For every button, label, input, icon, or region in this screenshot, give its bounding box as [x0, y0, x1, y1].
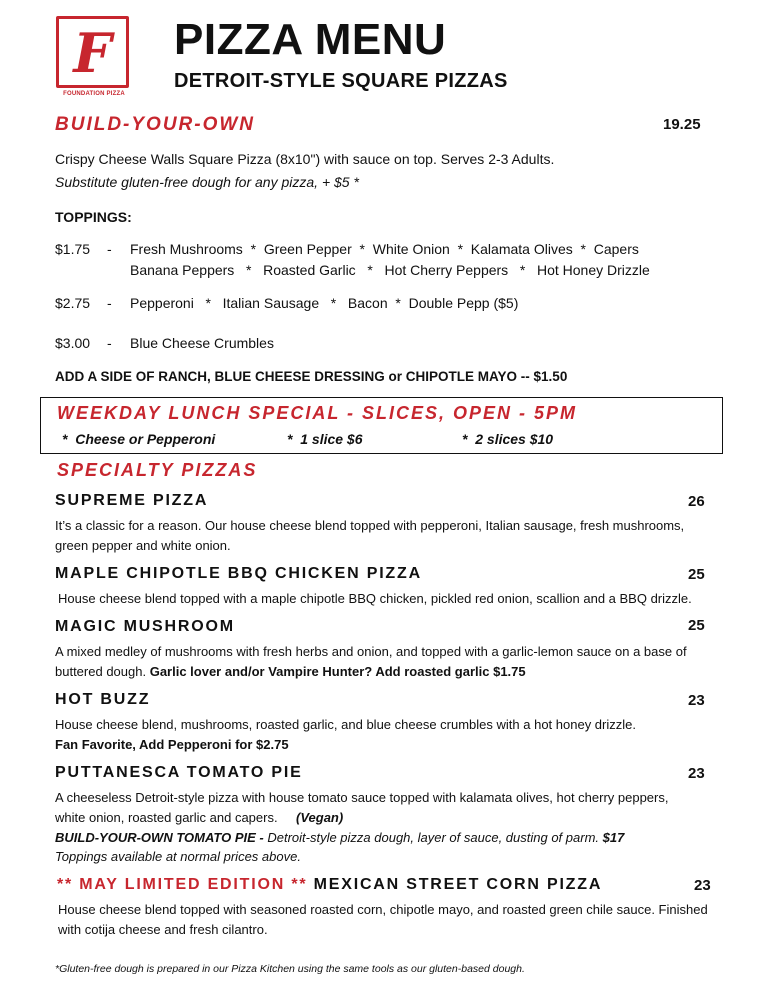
vegan-badge: (Vegan) — [296, 810, 344, 825]
gluten-free-footnote: *Gluten-free dough is prepared in our Pizza Kitchen using the same tools as our gluten-based dough. — [55, 963, 525, 975]
logo-caption: FOUNDATION PIZZA — [63, 91, 125, 97]
byo-price: 19.25 — [663, 116, 701, 133]
tomato-pie-description: Detroit-style pizza dough, layer of sauce, dusting of parm. — [267, 830, 600, 845]
pizza-price: 25 — [688, 617, 705, 634]
pizza-name: HOT BUZZ — [55, 691, 151, 708]
pizza-addon-note: Garlic lover and/or Vampire Hunter? Add roasted garlic $1.75 — [149, 664, 526, 679]
tier-dash: - — [107, 335, 112, 351]
toppings-note: Toppings available at normal prices above. — [55, 849, 301, 864]
byo-heading: BUILD-YOUR-OWN — [55, 114, 256, 135]
page-title: PIZZA MENU — [174, 15, 447, 64]
pizza-name: MEXICAN STREET CORN PIZZA — [313, 876, 603, 893]
pizza-description: House cheese blend, mushrooms, roasted garlic, and blue cheese crumbles with a hot honey drizzle. — [55, 717, 636, 732]
pizza-addon-note: Fan Favorite, Add Pepperoni for $2.75 — [55, 737, 289, 752]
lunch-special-item: * 2 slices $10 — [462, 431, 554, 447]
pizza-description: House cheese blend topped with seasoned roasted corn, chipotle mayo, and roasted green chile sauce. Finished — [58, 902, 708, 917]
pizza-name: MAPLE CHIPOTLE BBQ CHICKEN PIZZA — [55, 565, 422, 582]
logo-letter: F — [73, 21, 112, 85]
side-note: ADD A SIDE OF RANCH, BLUE CHEESE DRESSING or CHIPOTLE MAYO -- $1.50 — [55, 369, 568, 384]
pizza-description: House cheese blend topped with a maple chipotle BBQ chicken, pickled red onion, scallion and a BBQ drizzle. — [58, 591, 692, 606]
tier-price: $1.75 — [55, 241, 91, 257]
byo-description: Crispy Cheese Walls Square Pizza (8x10") with sauce on top. Serves 2-3 Adults. — [55, 151, 555, 167]
pizza-description: buttered dough. — [55, 664, 147, 679]
pizza-description: white onion, roasted garlic and capers. — [55, 810, 278, 825]
toppings-label: TOPPINGS: — [55, 209, 132, 225]
tomato-pie-label: BUILD-YOUR-OWN TOMATO PIE - — [55, 830, 264, 845]
tier-toppings: Pepperoni * Italian Sausage * Bacon * Double Pepp ($5) — [130, 295, 519, 311]
pizza-description: with cotija cheese and fresh cilantro. — [58, 922, 268, 937]
pizza-price: 23 — [688, 692, 705, 709]
pizza-price: 23 — [694, 877, 711, 894]
tier-toppings: Banana Peppers * Roasted Garlic * Hot Cherry Peppers * Hot Honey Drizzle — [130, 262, 650, 278]
pizza-price: 26 — [688, 493, 705, 510]
pizza-price: 25 — [688, 566, 705, 583]
lunch-special-heading: WEEKDAY LUNCH SPECIAL - SLICES, OPEN - 5PM — [57, 403, 578, 423]
pizza-name: MAGIC MUSHROOM — [55, 618, 235, 635]
pizza-description: A cheeseless Detroit-style pizza with house tomato sauce topped with kalamata olives, hot cherry peppers, — [55, 790, 669, 805]
tomato-pie-price: $17 — [602, 830, 625, 845]
lunch-special-item: * 1 slice $6 — [287, 431, 363, 447]
tier-toppings: Blue Cheese Crumbles — [130, 335, 274, 351]
tier-dash: - — [107, 241, 112, 257]
tomato-pie-line — [55, 828, 624, 848]
tier-toppings: Fresh Mushrooms * Green Pepper * White Onion * Kalamata Olives * Capers — [130, 241, 639, 257]
tier-price: $3.00 — [55, 335, 91, 351]
byo-gf-note: Substitute gluten-free dough for any pizza, + $5 * — [55, 174, 359, 190]
pizza-name-line — [57, 876, 602, 894]
lunch-special-item: * Cheese or Pepperoni — [62, 431, 216, 447]
pizza-description: It’s a classic for a reason. Our house cheese blend topped with pepperoni, Italian sausage, fresh mushrooms, — [55, 518, 685, 533]
pizza-description: green pepper and white onion. — [55, 538, 231, 553]
limited-edition-tag: ** MAY LIMITED EDITION ** — [57, 876, 308, 893]
tier-dash: - — [107, 295, 112, 311]
logo — [56, 16, 129, 88]
specialty-heading: SPECIALTY PIZZAS — [57, 460, 258, 480]
page-subtitle: DETROIT-STYLE SQUARE PIZZAS — [174, 70, 508, 92]
tier-price: $2.75 — [55, 295, 91, 311]
pizza-description-line — [55, 662, 526, 682]
pizza-name: SUPREME PIZZA — [55, 492, 209, 509]
pizza-name: PUTTANESCA TOMATO PIE — [55, 764, 303, 781]
pizza-price: 23 — [688, 765, 705, 782]
pizza-description: A mixed medley of mushrooms with fresh herbs and onion, and topped with a garlic-lemon sauce on a base of — [55, 644, 687, 659]
